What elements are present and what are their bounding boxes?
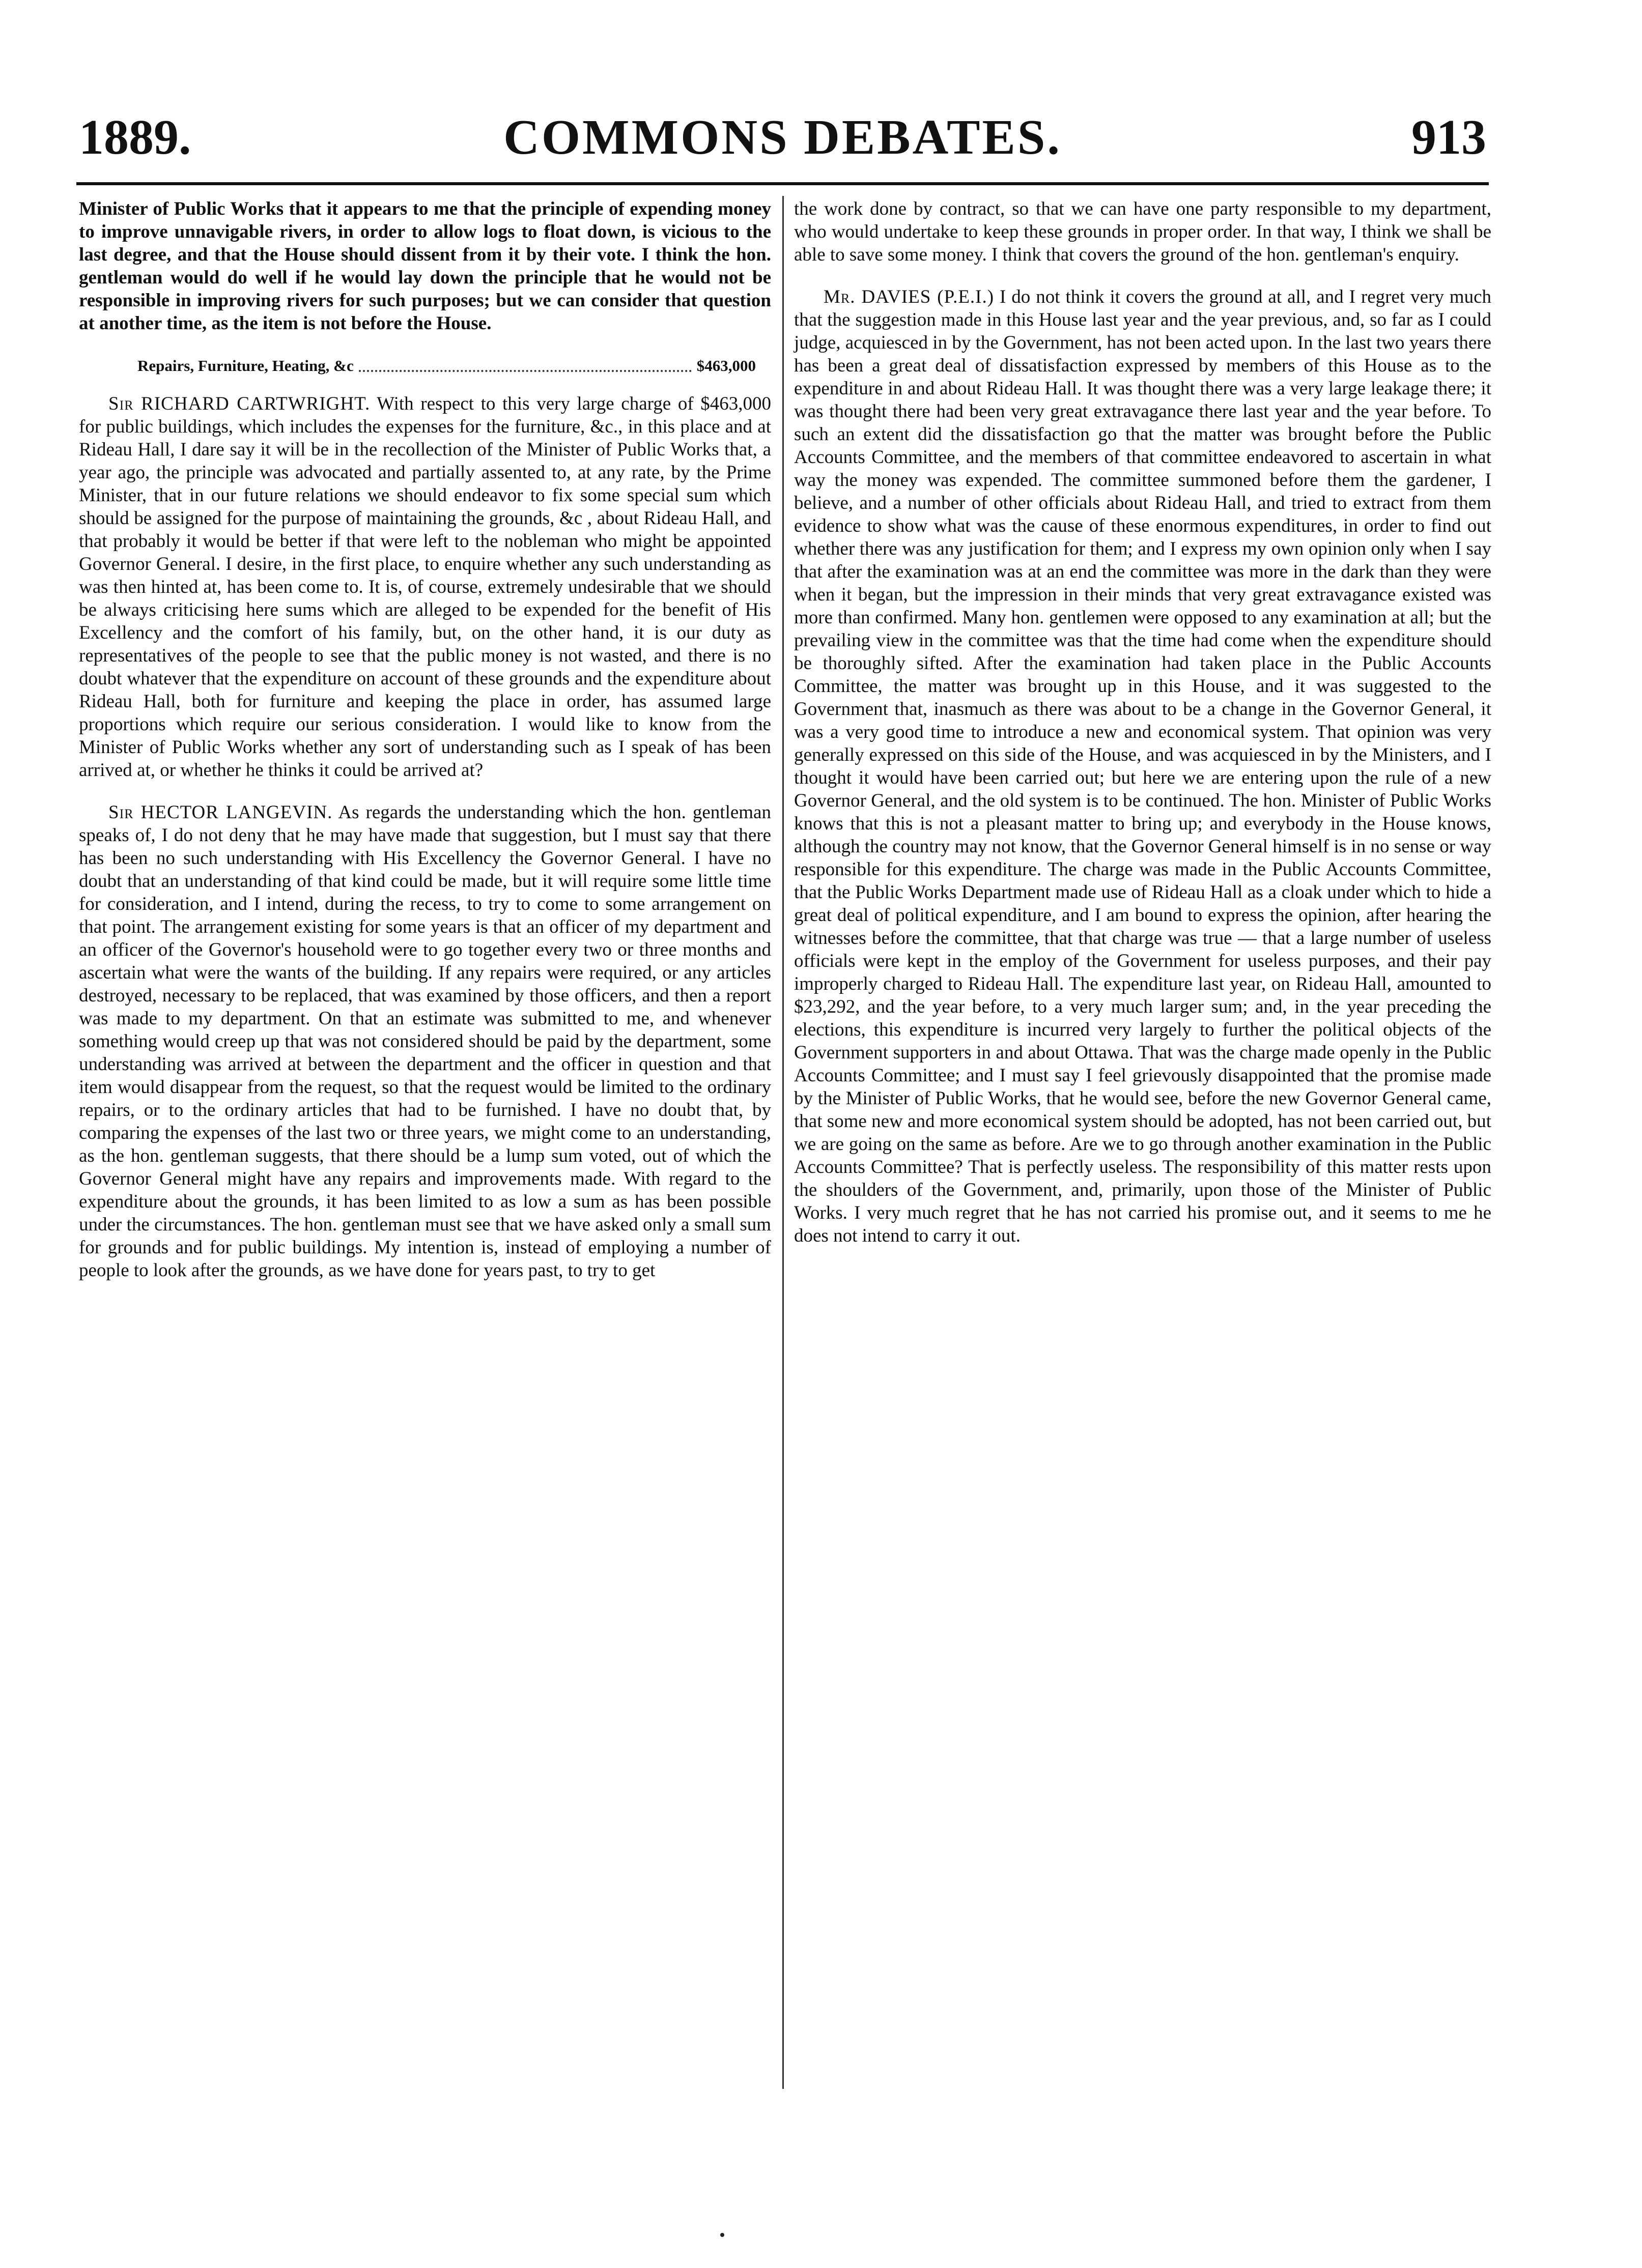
column-divider xyxy=(782,196,784,2089)
header-rule xyxy=(76,182,1489,185)
estimate-amount: $463,000 xyxy=(696,357,756,375)
header-title: COMMONS DEBATES. xyxy=(503,110,1062,165)
leader-dots xyxy=(359,354,692,372)
speech-text: With respect to this very large charge of $463,000 for public buildings, which includes the expenses for the furniture, &c., in this place and at Rideau Hall, I dare say it will be in the recollection of the Minister of Public Works that, a year ago, the principle was advocated and partially assented to, at any rate, by the Prime Minister, that in our future relations we should endeavor to fix some special sum which should be assigned for the purpose of maintaining the grounds, &c , about Rideau Hall, and that probably it would be better if that were left to the nobleman who might be appointed Governor General. I desire, in the first place, to enquire whether any such understanding as was then hinted at, has been come to. It is, of course, extremely undesirable that we should be always criticising here sums which are alleged to be expended for the benefit of His Excellency and the comfort of his family, but, on the other hand, it is our duty as representatives of the people to see that the public money is not wasted, and there is no doubt whatever that the expenditure on account of these grounds and the expenditure about Rideau Hall, both for furniture and keeping the place in order, has assumed large proportions which require our serious consideration. I would like to know from the Minister of Public Works whether any sort of understanding such as I speak of has been arrived at, or whether he thinks it could be arrived at? xyxy=(79,393,771,781)
ink-dot xyxy=(720,2233,724,2237)
header-year: 1889. xyxy=(79,110,191,165)
page-header xyxy=(79,99,1486,176)
paragraph: Minister of Public Works that it appears to me that the principle of expending money to improve unnavigable rivers, in order to allow logs to float down, is vicious to the last degree, and that the House should dissent from it by their vote. I think the hon. gentleman would do well if he would lay down the principle that he would not be responsible in improving rivers for such purposes; but we can consider that question at another time, as the item is not before the House. xyxy=(79,198,771,334)
speech-paragraph xyxy=(79,801,771,1282)
right-column xyxy=(794,197,1491,1267)
page-number: 913 xyxy=(1411,110,1486,165)
speech-paragraph xyxy=(79,392,771,782)
speaker-name: Sir RICHARD CARTWRIGHT. xyxy=(108,393,371,414)
speech-text: As regards the understanding which the hon. gentleman speaks of, I do not deny that he may have made that suggestion, but I must say that there has been no such understanding with His Excellency the Governor General. I have no doubt that an understanding of that kind could be made, but it will require some little time for consideration, and I intend, during the recess, to try to come to some arrangement on that point. The arrangement existing for some years is that an officer of my department and an officer of the Governor's household were to go together every two or three months and ascertain what were the wants of the building. If any repairs were required, or any articles destroyed, necessary to be replaced, that was examined by those officers, and then a report was made to my department. On that an estimate was submitted to me, and whenever something would creep up that was not considered should be paid by the department, some understanding was arrived at between the department and the officer in question and that item would disappear from the request, so that the request would be limited to the ordinary repairs, or to the ordinary articles that had to be furnished. I have no doubt that, by comparing the expenses of the last two or three years, we might come to an understanding, as the hon. gentleman suggests, that there should be a lump sum voted, out of which the Governor General might have any repairs and improvements made. With regard to the expenditure about the grounds, it has been limited to as low a sum as has been possible under the circumstances. The hon. gentleman must see that we have asked only a small sum for grounds and for public buildings. My intention is, instead of employing a number of people to look after the grounds, as we have done for years past, to try to get xyxy=(79,802,771,1281)
speech-text: I do not think it covers the ground at all, and I regret very much that the suggestion made in this House last year and the year previous, and, so far as I could judge, acquiesced in by the Government, has not been acted upon. In the last two years there has been a great deal of dissatisfaction expressed by members of this House as to the expenditure in and about Rideau Hall. It was thought there was a very large leakage there; it was thought there had been very great extravagance there last year and the year before. To such an extent did the dissatisfaction go that the matter was brought before the Public Accounts Committee, and the members of that committee endeavored to ascertain in what way the money was expended. The committee summoned before them the gardener, I believe, and a number of other officials about Rideau Hall, and tried to extract from them evidence to show what was the cause of these enormous expenditures, in order to find out whether there was any justification for them; and I express my own opinion only when I say that after the examination was at an end the committee was more in the dark than they were when it began, but the impression in their minds that very great extravagance existed was more than confirmed. Many hon. gentlemen were opposed to any examination at all; but the prevailing view in the committee was that the time had come when the expenditure should be thoroughly sifted. After the examination had taken place in the Public Accounts Committee, the matter was brought up in this House, and it was suggested to the Government that, inasmuch as there was about to be a change in the Governor General, it was a very good time to introduce a new and economical system. That opinion was very generally expressed on this side of the House, and was acquiesced in by the Ministers, and I thought it would have been carried out; but here we are entering upon the rule of a new Governor General, and the old system is to be continued. The hon. Minister of Public Works knows that this is not a pleasant matter to bring up; and everybody in the House knows, although the country may not know, that the Governor General himself is in no sense or way responsible for this expenditure. The charge was made in the Public Accounts Committee, that the Public Works Department made use of Rideau Hall as a cloak under which to hide a great deal of political expenditure, and I am bound to express the opinion, after hearing the witnesses before the committee, that that charge was true — that a large number of useless officials were kept in the employ of the Government for useless purposes, and their pay improperly charged to Rideau Hall. The expenditure last year, on Rideau Hall, amounted to $23,292, and the year before, to a very much larger sum; and, in the year preceding the elections, this expenditure is incurred very largely to further the political objects of the Government supporters in and about Ottawa. That was the charge made openly in the Public Accounts Committee; and I must say I feel grievously disappointed that the promise made by the Minister of Public Works, that he would see, before the new Governor General came, that some new and more economical system should be adopted, has not been carried out, but we are going on the same as before. Are we to go through another examination in the Public Accounts Committee? That is perfectly useless. The responsibility of this matter rests upon the shoulders of the Government, and, primarily, upon those of the Minister of Public Works. I very much regret that he has not carried his promise out, and it seems to me he does not intend to carry it out. xyxy=(794,286,1491,1246)
speaker-name: Mr. DAVIES (P.E.I.) xyxy=(824,286,995,307)
estimate-line xyxy=(137,354,756,377)
speaker-name: Sir HECTOR LANGEVIN. xyxy=(108,802,333,823)
left-column xyxy=(79,197,771,1301)
estimate-label: Repairs, Furniture, Heating, &c xyxy=(137,357,354,375)
paragraph: the work done by contract, so that we can have one party responsible to my department, who would undertake to keep these grounds in proper order. In that way, I think we shall be able to save some money. I think that covers the ground of the hon. gentleman's enquiry. xyxy=(794,198,1491,265)
speech-paragraph xyxy=(794,285,1491,1247)
